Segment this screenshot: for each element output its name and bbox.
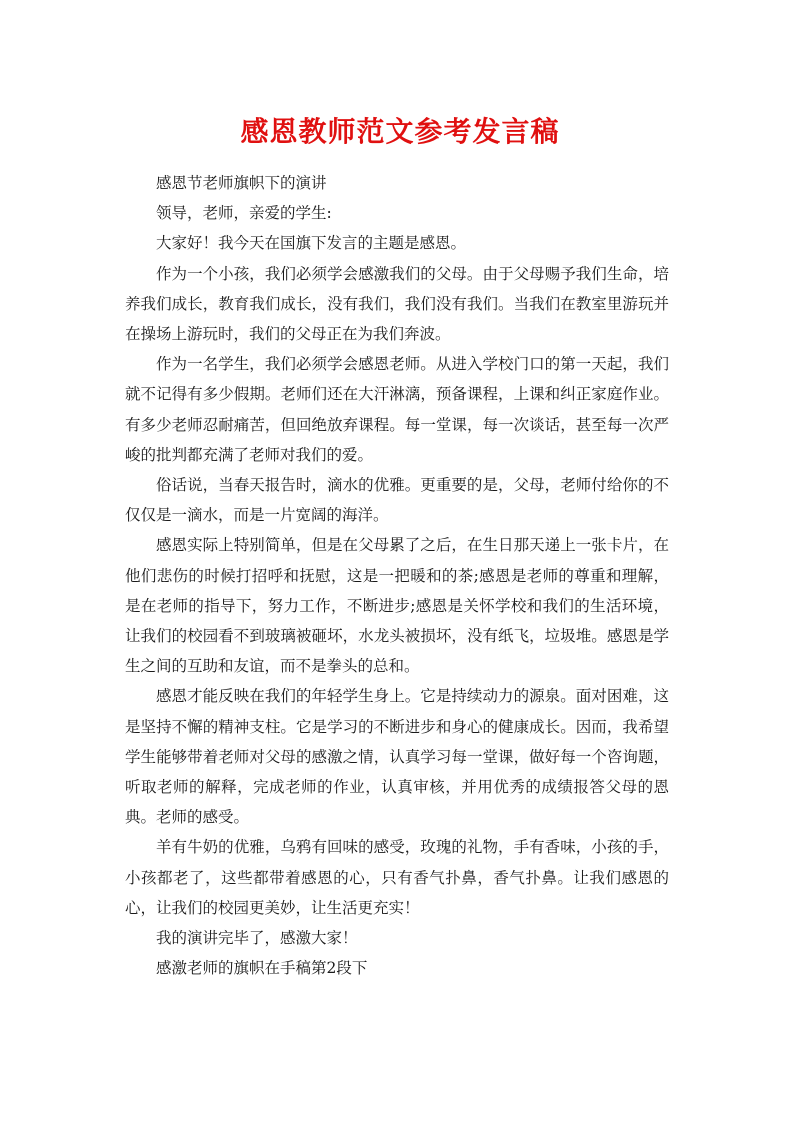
paragraph-gratitude-simple: 感恩实际上特别简单，但是在父母累了之后，在生日那天递上一张卡片，在他们悲伤的时候打招呼和抚慰，这是一把暖和的茶;感恩是老师的尊重和理解，是在老师的指导下，努力工作，不断进步;感恩是关怀学校和我们的生活环境，让我们的校园看不到玻璃被砸坏，水龙头被损坏，没有纸飞，垃圾堆。感恩是学生之间的互助和友谊，而不是拳头的总和。	[125, 536, 669, 676]
paragraph-parents: 作为一个小孩，我们必须学会感激我们的父母。由于父母赐予我们生命，培养我们成长，教育我们成长，没有我们，我们没有我们。当我们在教室里游玩并在操场上游玩时，我们的父母正在为我们奔波。	[125, 264, 669, 344]
paragraph-speech-heading: 感恩节老师旗帜下的演讲	[156, 174, 327, 192]
paragraph-grateful-heart: 羊有牛奶的优雅，乌鸦有回味的感受，玫瑰的礼物，手有香味，小孩的手，小孩都老了，这些都带着感恩的心，只有香气扑鼻，香气扑鼻。让我们感恩的心，让我们的校园更美妙，让生活更充实！	[125, 838, 669, 917]
paragraph-gratitude-growth: 感恩才能反映在我们的年轻学生身上。它是持续动力的源泉。面对困难，这是坚持不懈的精神支柱。它是学习的不断进步和身心的健康成长。因而，我希望学生能够带着老师对父母的感激之情，认真学习每一堂课，做好每一个咨询题，听取老师的解释，完成老师的作业，认真审核，并用优秀的成绩报答父母的恩典。老师的感受。	[125, 687, 669, 827]
document-title: 感恩教师范文参考发言稿	[240, 115, 560, 148]
paragraph-salutation: 领导，老师，亲爱的学生:	[156, 204, 332, 223]
paragraph-proverb: 俗话说，当春天报告时，滴水的优雅。更重要的是，父母，老师付给你的不仅仅是一滴水，而是一片宽阔的海洋。	[125, 476, 669, 525]
document-body	[125, 168, 669, 983]
paragraph-greeting: 大家好！我今天在国旗下发言的主题是感恩。	[156, 234, 467, 253]
paragraph-section-note: 感激老师的旗帜在手稿第2段下	[156, 959, 368, 978]
paragraph-teachers: 作为一名学生，我们必须学会感恩老师。从进入学校门口的第一天起，我们就不记得有多少假期。老师们还在大汗淋漓，预备课程，上课和纠正家庭作业。有多少老师忍耐痛苦，但回绝放弃课程。每一堂课，每一次谈话，甚至每一次严峻的批判都充满了老师对我们的爱。	[125, 355, 669, 464]
paragraph-closing: 我的演讲完毕了，感激大家！	[156, 929, 358, 948]
